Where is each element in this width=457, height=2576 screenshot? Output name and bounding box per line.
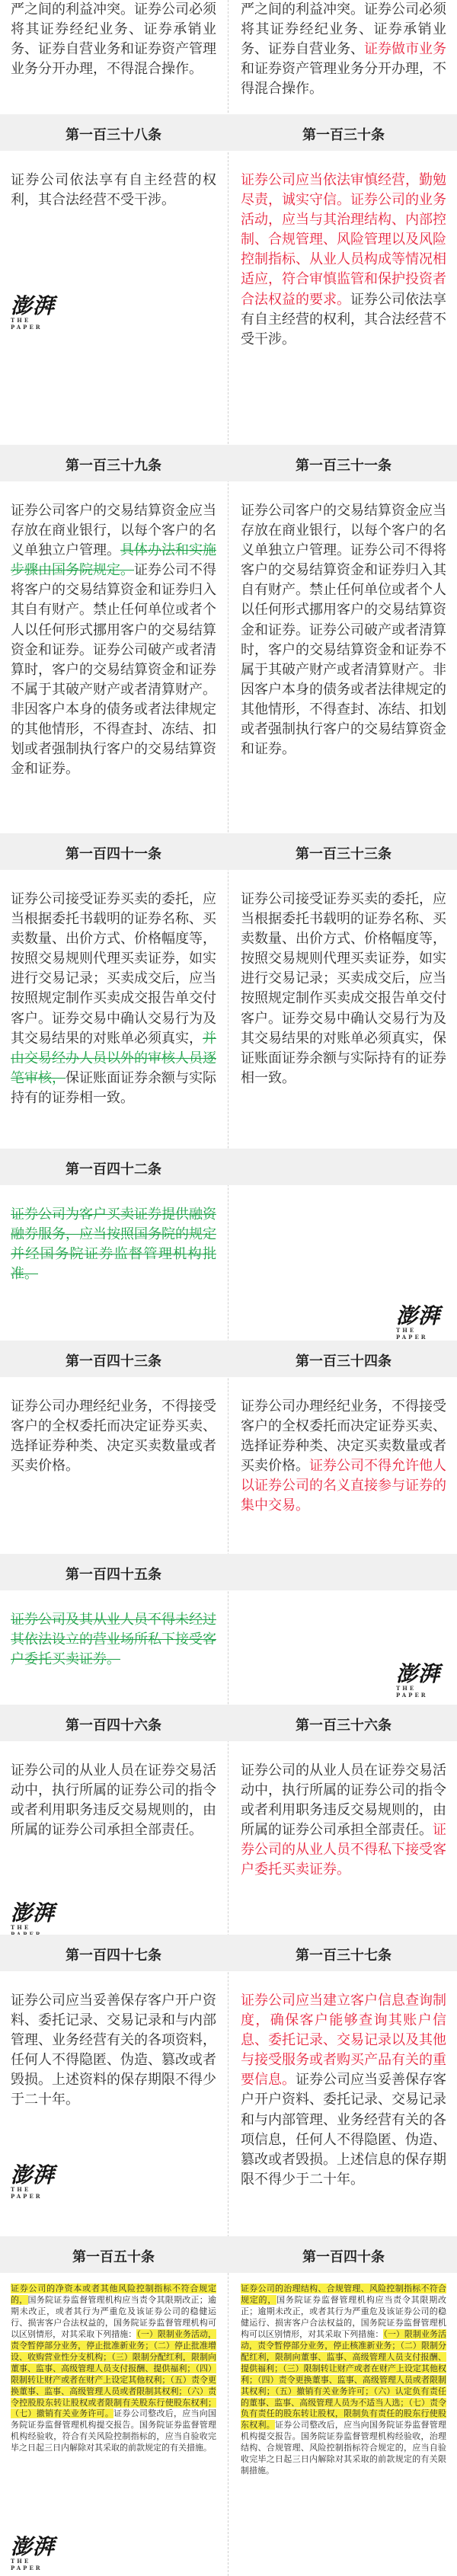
article-heading-new: 第一百三十六条 xyxy=(296,1718,391,1734)
added-text: 证券公司应当建立客户信息查询制度，确保客户能够查询其账户信息、委托记录、交易记录以及其他与接受服务或者购买产品有关的重要信息。 xyxy=(241,1993,446,2089)
deleted-text: 并由交易经办人员以外的审核人员逐笔审核， xyxy=(11,1030,216,1086)
highlighted-text: 证券公司的治理结构、合规管理、风险控制指标不符合规定的， xyxy=(241,2284,446,2305)
thepaper-logo: 澎湃 THE PAPER xyxy=(396,1661,441,1699)
article-heading-new: 第一百四十条 xyxy=(302,2249,385,2265)
added-text: 证券公司的从业人员不得私下接受客户委托买卖证券。 xyxy=(241,1822,446,1878)
added-text: 证券公司不得允许他人以证券公司的名义直接参与证券的集中交易。 xyxy=(241,1458,446,1514)
deleted-text: 证券公司及其从业人员不得未经过其依法设立的营业场所私下接受客户委托买卖证券。 xyxy=(11,1612,216,1668)
article-heading-new: 第一百三十条 xyxy=(302,127,385,143)
article-heading-old: 第一百四十一条 xyxy=(66,846,161,862)
highlighted-text: 证券公司的净资本或者其他风险控制指标不符合规定的， xyxy=(11,2284,216,2305)
added-text: 证券做市业务 xyxy=(364,41,446,58)
article-heading-old: 第一百三十八条 xyxy=(66,127,161,143)
article-heading-new: 第一百三十四条 xyxy=(296,1354,391,1369)
article-heading-old: 第一百四十三条 xyxy=(66,1354,161,1369)
paragraph: 证券公司依法享有自主经营的权利，其合法经营不受干涉。 xyxy=(11,172,216,209)
thepaper-logo: 澎湃 THE xyxy=(11,1900,56,1931)
article-heading-old: 第一百五十条 xyxy=(72,2249,155,2265)
highlighted-text: （一）限制业务活动，责令暂停部分业务，停止核准新业务；（二）限制分配红利，限制向董事、监事、高级管理人员支付报酬、提供福利；（三）限制转让财产或者在财产上设定其他权利；（四）责令更换董事、监事、高级管理人员或者限制其权利；（五）撤销有关业务许可；（六）认定负有责任的董事、监事、高级管理人员为不适当人选；（七）责令负有责任的股东转让股权，限制负有责任的股东行使股东权利。 xyxy=(241,2328,447,2431)
thepaper-logo: 澎湃 THE PAPER xyxy=(396,1303,441,1341)
thepaper-logo: 澎湃 THE PAPER xyxy=(11,293,56,331)
paragraph: 证券公司客户的交易结算资金应当存放在商业银行，以每个客户的名义单独立户管理。证券公司不得将客户的交易结算资金和证券归入其自有财产。禁止任何单位或者个人以任何形式挪用客户的交易结算资金和证券。证券公司破产或者清算时，客户的交易结算资金和证券不属于其破产财产或者清算财产。非因客户本身的债务或者法律规定的其他情形，不得查封、冻结、扣划或者强制执行客户的交易结算资金和证券。 xyxy=(241,503,446,758)
top-left-text xyxy=(11,0,216,79)
paragraph: 证券公司应当妥善保存客户开户资料、委托记录、交易记录和与内部管理、业务经营有关的各项资料，任何人不得隐匿、伪造、篡改或者毁损。上述资料的保存期限不得少于二十年。 xyxy=(11,1993,216,2108)
deleted-text: 具体办法和实施步骤由国务院规定。 xyxy=(11,542,216,579)
paragraph: 严之间的利益冲突。证券公司必须将其证券经纪业务、证券承销业务、证券自营业务和证券资产管理业务分开办理，不得混合操作。 xyxy=(11,2,216,78)
article-heading-old: 第一百四十二条 xyxy=(66,1162,161,1178)
thepaper-logo: 澎湃 THE PAPER xyxy=(11,2162,56,2200)
deleted-text: 证券公司为客户买卖证券提供融资融券服务，应当按照国务院的规定并经国务院证券监督管理机构批准。 xyxy=(11,1207,216,1283)
article-heading-old: 第一百四十六条 xyxy=(66,1718,161,1734)
article-heading-new: 第一百三十一条 xyxy=(296,458,391,474)
article-heading-new: 第一百三十三条 xyxy=(296,846,391,862)
added-text: 证券公司应当依法审慎经营，勤勉尽责，诚实守信。证券公司的业务活动，应当与其治理结构、内部控制、合规管理、风险管理以及风险控制指标、从业人员构成等情况相适应，符合审慎监管和保护投资者合法权益的要求。 xyxy=(241,172,446,308)
article-heading-old: 第一百四十五条 xyxy=(66,1567,161,1583)
thepaper-logo: 澎湃 THE PAPER xyxy=(11,2534,56,2571)
article-heading-old: 第一百三十九条 xyxy=(66,458,161,474)
article-heading-old: 第一百四十七条 xyxy=(66,1948,161,1964)
highlighted-text: （一）限制业务活动，责令暂停部分业务，停止批准新业务；（二）停止批准增设、收购营业性分支机构；（三）限制分配红利，限制向董事、监事、高级管理人员支付报酬、提供福利；（四）限制转让财产或者在财产上设定其他权利；（五）责令更换董事、监事、高级管理人员或者限制其权利；（六）责令控股股东转让股权或者限制有关股东行使股东权利；（七）撤销有关业务许可。 xyxy=(11,2328,216,2419)
paragraph: 证券公司办理经纪业务，不得接受客户的全权委托而决定证券买卖、选择证券种类、决定买卖数量或者买卖价格。 xyxy=(11,1398,216,1475)
paragraph: 证券公司的从业人员在证券交易活动中，执行所属的证券公司的指令或者利用职务违反交易规则的，由所属的证券公司承担全部责任。 xyxy=(11,1763,216,1839)
paragraph: 证券公司接受证券买卖的委托，应当根据委托书载明的证券名称、买卖数量、出价方式、价格幅度等，按照交易规则代理买卖证券，如实进行交易记录；买卖成交后，应当按照规定制作买卖成交报告单交付客户。证券交易中确认交易行为及其交易结果的对账单必须真实，保证账面证券余额与实际持有的证券相一致。 xyxy=(241,891,446,1086)
article-heading-new: 第一百三十七条 xyxy=(296,1948,391,1964)
top-right-text: 严之间的利益冲突。证券公司必须将其证券经纪业务、证券承销业务、证券自营业务、证券做市业务和证券资产管理业务分开办理，不得混合操作。 xyxy=(241,2,446,97)
